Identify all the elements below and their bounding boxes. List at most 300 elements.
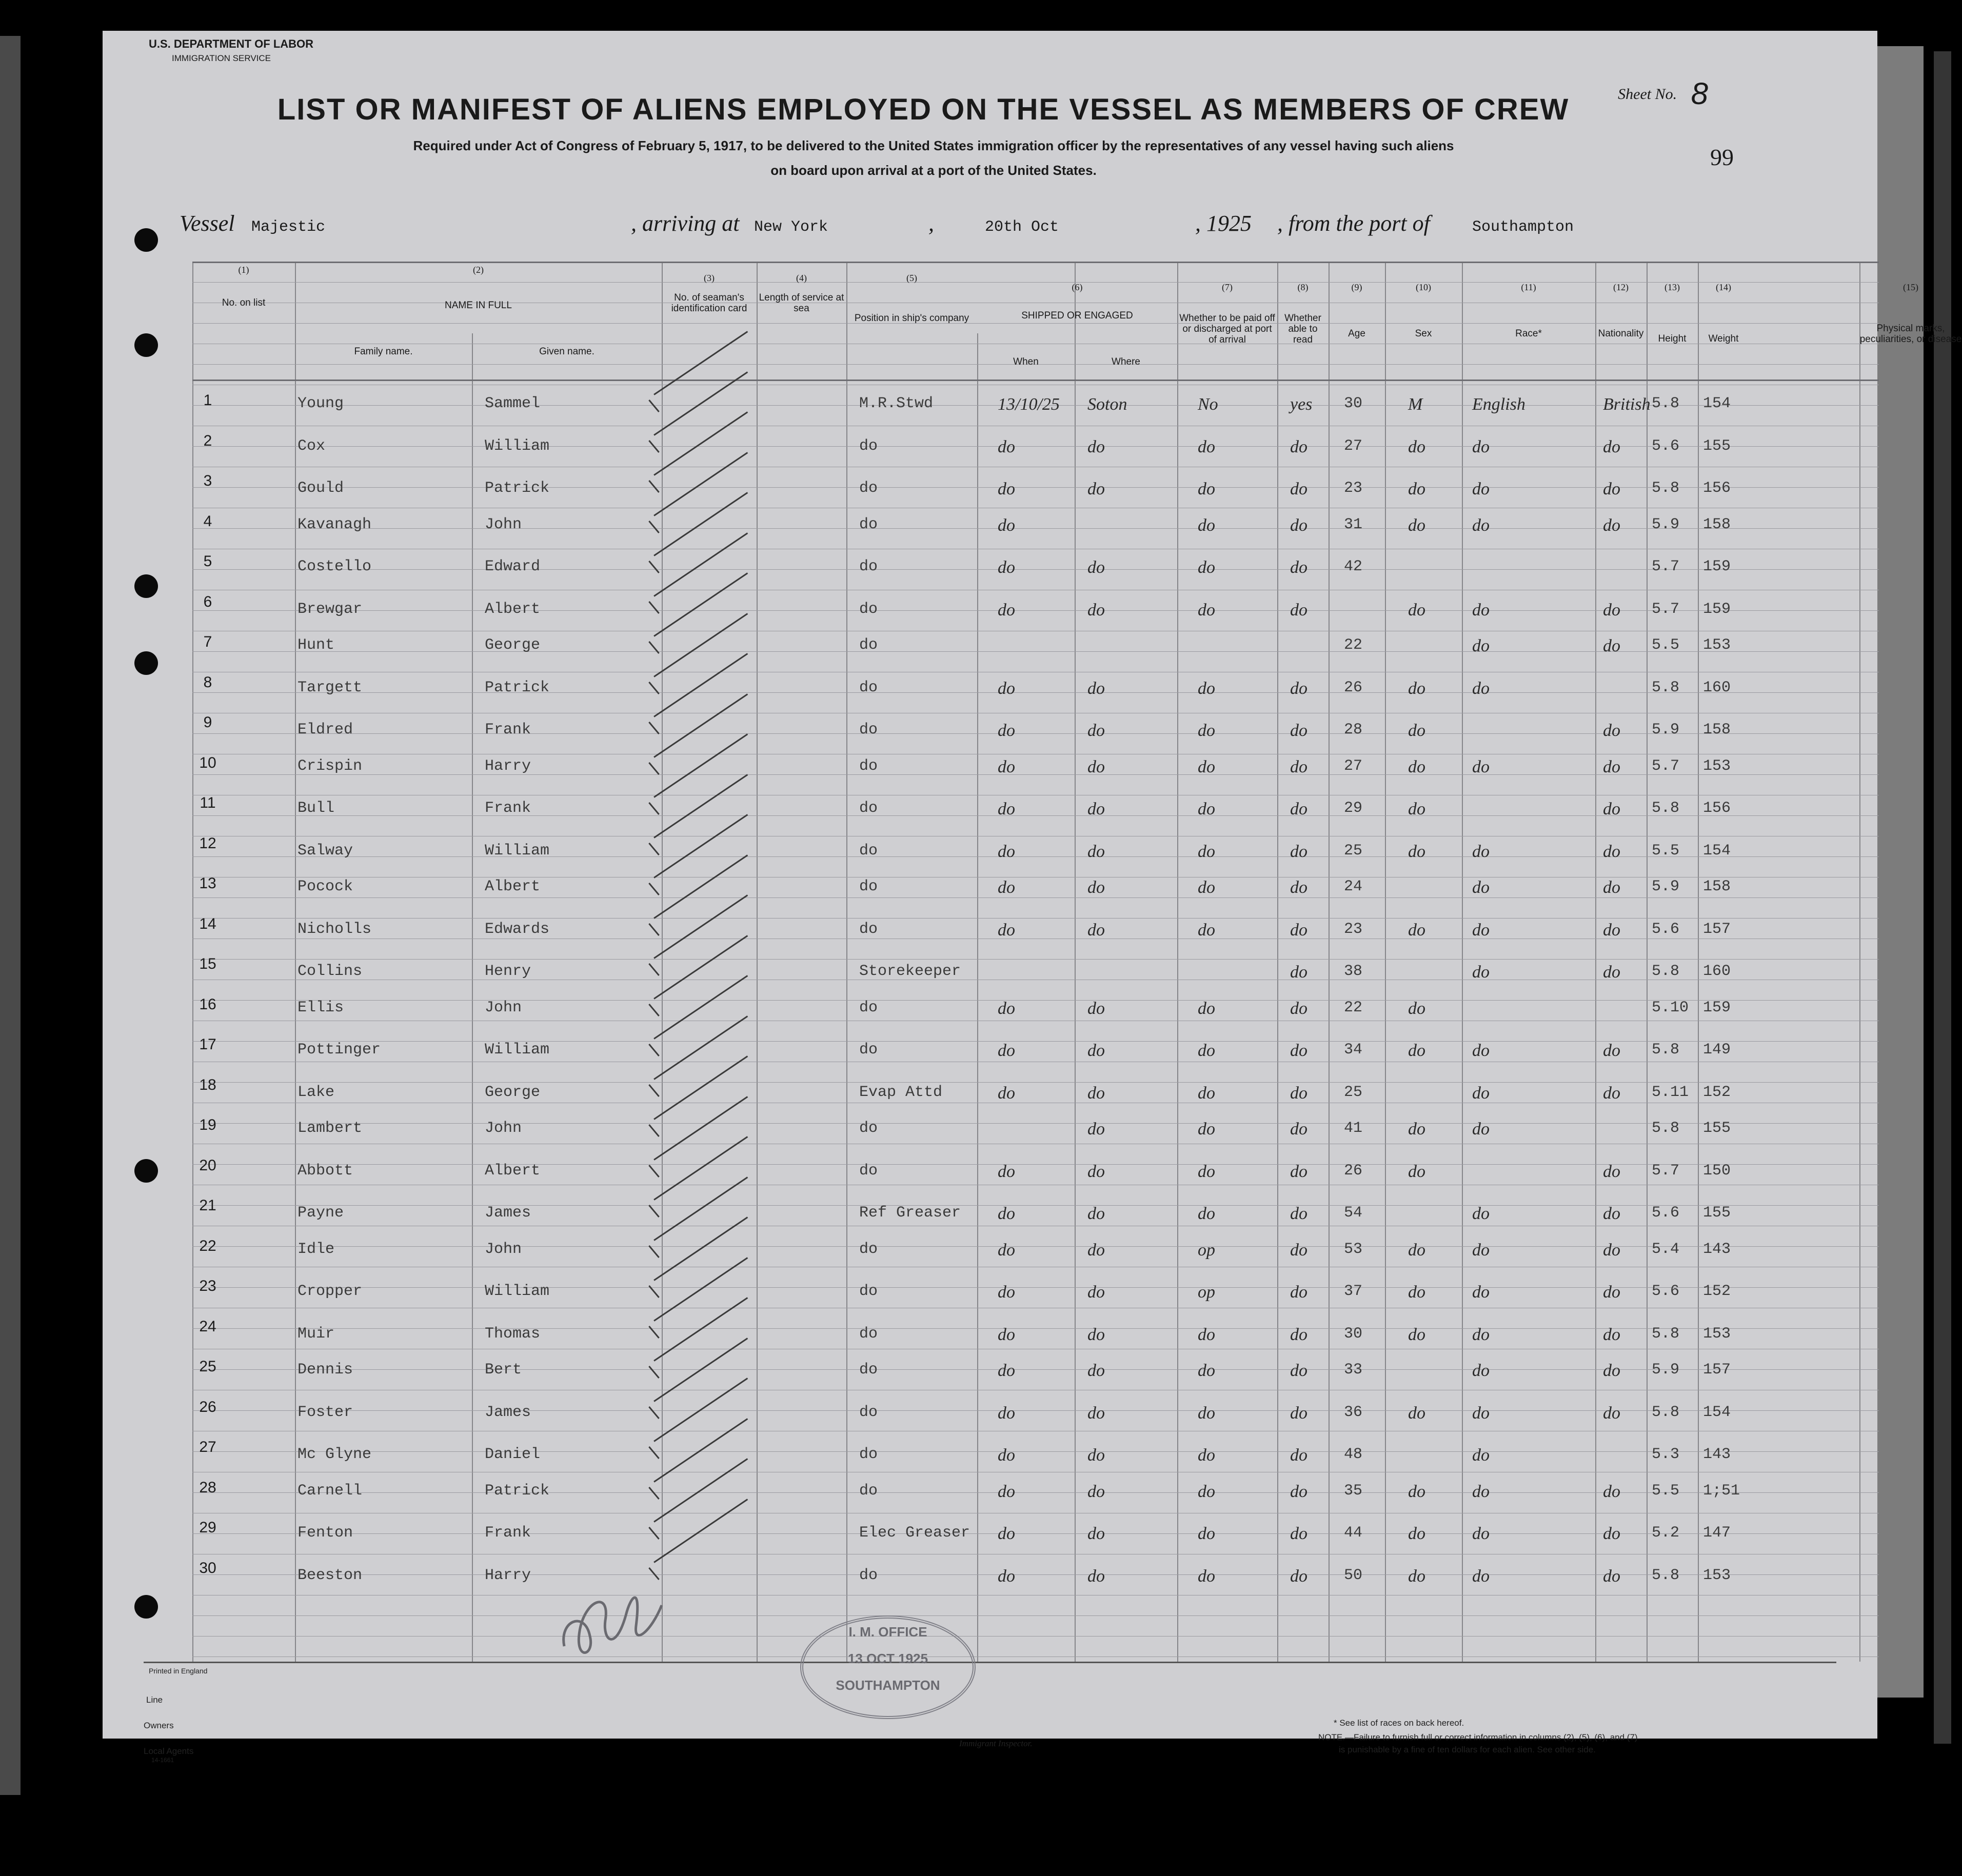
cell-weight: 158	[1703, 515, 1731, 533]
cell-no: 20	[199, 1156, 216, 1174]
crew-row	[192, 1114, 1879, 1154]
cell-no: 24	[199, 1318, 216, 1335]
cell-weight: 156	[1703, 480, 1731, 497]
cell-given: James	[485, 1204, 531, 1222]
cell-read: do	[1290, 721, 1307, 740]
cell-weight: 154	[1703, 1403, 1731, 1421]
cell-given: William	[485, 437, 550, 455]
cell-position: do	[859, 558, 878, 575]
cell-position: do	[859, 721, 878, 739]
cell-sex: do	[1408, 721, 1425, 740]
cell-no: 12	[199, 834, 216, 852]
cell-given: Harry	[485, 1566, 531, 1584]
cell-no: 13	[199, 875, 216, 892]
cell-read: do	[1290, 1283, 1307, 1302]
cell-age: 30	[1344, 1325, 1363, 1343]
cell-paid: do	[1198, 878, 1215, 897]
cell-weight: 155	[1703, 437, 1731, 455]
cell-where: do	[1087, 1240, 1105, 1260]
cell-height: 5.6	[1652, 1204, 1680, 1222]
cell-race: do	[1472, 1240, 1490, 1260]
crew-row	[192, 672, 1879, 712]
cell-nationality: do	[1603, 1361, 1620, 1380]
cell-family: Costello	[298, 558, 372, 575]
tick-mark	[648, 1004, 660, 1016]
tick-mark	[648, 1487, 660, 1500]
cell-race: do	[1472, 1524, 1490, 1543]
column-header-c10: (10)	[1416, 282, 1431, 292]
cell-age: 30	[1344, 395, 1363, 412]
cell-family: Mc Glyne	[298, 1446, 372, 1463]
cell-position: do	[859, 1240, 878, 1258]
cell-where: do	[1087, 1566, 1105, 1586]
cell-given: John	[485, 515, 522, 533]
cell-family: Pocock	[298, 878, 353, 895]
cell-age: 22	[1344, 636, 1363, 654]
cell-weight: 147	[1703, 1524, 1731, 1542]
cell-when: do	[998, 480, 1015, 498]
cell-family: Kavanagh	[298, 515, 372, 533]
agents-label: Local Agents	[144, 1746, 194, 1756]
cell-weight: 159	[1703, 558, 1731, 575]
crew-row	[192, 470, 1879, 510]
cell-sex: M	[1408, 395, 1423, 414]
cell-position: Elec Greaser	[859, 1524, 970, 1542]
cell-race: do	[1472, 600, 1490, 620]
cell-where: do	[1087, 1361, 1105, 1380]
cell-when: do	[998, 1446, 1015, 1465]
cell-family: Eldred	[298, 721, 353, 739]
column-header-c6: (6)	[1072, 282, 1083, 292]
cell-age: 31	[1344, 515, 1363, 533]
cell-paid: do	[1198, 600, 1215, 620]
cell-where: do	[1087, 1446, 1105, 1465]
cell-sex: do	[1408, 1162, 1425, 1181]
cell-position: Storekeeper	[859, 963, 961, 980]
cell-height: 5.2	[1652, 1524, 1680, 1542]
cell-position: Ref Greaser	[859, 1204, 961, 1222]
inspector-label: Immigrant Inspector.	[959, 1739, 1033, 1748]
cell-paid: do	[1198, 1482, 1215, 1501]
cell-given: Frank	[485, 721, 531, 739]
cell-where: do	[1087, 1283, 1105, 1302]
stamp-city: SOUTHAMPTON	[836, 1678, 940, 1693]
cell-nationality: do	[1603, 600, 1620, 620]
document-subtitle	[308, 133, 1559, 183]
cell-age: 23	[1344, 920, 1363, 938]
department-header	[149, 37, 313, 66]
cell-no: 9	[203, 714, 212, 731]
binding-hole	[134, 651, 158, 675]
cell-position: do	[859, 1361, 878, 1379]
cell-paid: do	[1198, 1403, 1215, 1423]
cell-read: do	[1290, 1162, 1307, 1181]
column-header-race: Race*	[1515, 328, 1542, 339]
tick-mark	[648, 1124, 660, 1137]
cell-given: Frank	[485, 800, 531, 817]
cell-age: 35	[1344, 1482, 1363, 1500]
cell-no: 15	[199, 955, 216, 972]
tick-mark	[648, 521, 660, 533]
crew-row	[192, 712, 1879, 752]
cell-no: 1	[203, 392, 212, 409]
cell-height: 5.7	[1652, 600, 1680, 618]
cell-age: 22	[1344, 999, 1363, 1016]
cell-no: 26	[199, 1398, 216, 1415]
cell-given: William	[485, 1041, 550, 1059]
tick-mark	[648, 641, 660, 654]
cell-position: do	[859, 1162, 878, 1180]
column-header-paid-off: Whether to be paid off or discharged at port of arrival	[1179, 313, 1275, 345]
tick-mark	[648, 1084, 660, 1097]
tick-mark	[648, 601, 660, 614]
cell-given: Patrick	[485, 678, 550, 696]
cell-paid: do	[1198, 1162, 1215, 1181]
cell-height: 5.8	[1652, 1566, 1680, 1584]
cell-when: do	[998, 1041, 1015, 1060]
cell-given: John	[485, 1240, 522, 1258]
crew-row	[192, 430, 1879, 470]
cell-paid: do	[1198, 842, 1215, 861]
column-header-length-service: Length of service at sea	[759, 292, 844, 314]
cell-race: do	[1472, 515, 1490, 535]
cell-sex: do	[1408, 1482, 1425, 1501]
cell-sex: do	[1408, 1240, 1425, 1260]
cell-no: 18	[199, 1076, 216, 1093]
cell-read: do	[1290, 920, 1307, 940]
column-header-c4: (4)	[796, 273, 807, 283]
cell-age: 27	[1344, 437, 1363, 455]
cell-position: do	[859, 999, 878, 1016]
cell-where: do	[1087, 1083, 1105, 1103]
cell-paid: do	[1198, 437, 1215, 456]
cell-weight: 150	[1703, 1162, 1731, 1180]
cell-family: Carnell	[298, 1482, 363, 1500]
cell-weight: 152	[1703, 1083, 1731, 1101]
crew-row	[192, 792, 1879, 832]
tick-mark	[648, 400, 660, 412]
cell-age: 27	[1344, 757, 1363, 775]
cell-given: George	[485, 636, 541, 654]
cell-position: do	[859, 636, 878, 654]
crew-row	[192, 591, 1879, 631]
cell-no: 8	[203, 673, 212, 691]
binding-hole	[134, 1159, 158, 1183]
cell-read: do	[1290, 1566, 1307, 1586]
cell-family: Muir	[298, 1325, 335, 1343]
cell-height: 5.6	[1652, 920, 1680, 938]
tick-mark	[648, 762, 660, 775]
cell-weight: 143	[1703, 1446, 1731, 1463]
cell-height: 5.6	[1652, 437, 1680, 455]
cell-where: do	[1087, 999, 1105, 1018]
cell-race: do	[1472, 1566, 1490, 1586]
cell-age: 28	[1344, 721, 1363, 739]
cell-position: do	[859, 1041, 878, 1059]
cell-height: 5.5	[1652, 636, 1680, 654]
cell-when: do	[998, 558, 1015, 577]
cell-nationality: British	[1603, 395, 1651, 414]
cell-where: do	[1087, 1120, 1105, 1139]
cell-nationality: do	[1603, 1482, 1620, 1501]
tick-mark	[648, 722, 660, 734]
stamp-date: 13 OCT 1925	[847, 1651, 928, 1666]
cell-age: 23	[1344, 480, 1363, 497]
cell-position: M.R.Stwd	[859, 395, 934, 412]
cell-nationality: do	[1603, 1204, 1620, 1223]
cell-nationality: do	[1603, 1162, 1620, 1181]
vessel-label: Vessel	[180, 211, 235, 236]
cell-paid: op	[1198, 1240, 1215, 1260]
cell-family: Beeston	[298, 1566, 363, 1584]
cell-sex: do	[1408, 480, 1425, 498]
cell-position: do	[859, 480, 878, 497]
cell-read: do	[1290, 800, 1307, 819]
cell-read: do	[1290, 999, 1307, 1018]
cell-height: 5.5	[1652, 1482, 1680, 1500]
cell-family: Foster	[298, 1403, 353, 1421]
tick-mark	[648, 1406, 660, 1419]
cell-given: James	[485, 1403, 531, 1421]
cell-no: 3	[203, 472, 212, 489]
cell-age: 36	[1344, 1403, 1363, 1421]
crew-row	[192, 1155, 1879, 1195]
cell-age: 33	[1344, 1361, 1363, 1379]
cell-age: 53	[1344, 1240, 1363, 1258]
cell-height: 5.7	[1652, 757, 1680, 775]
column-header-c15: (15)	[1903, 282, 1918, 292]
cell-no: 21	[199, 1197, 216, 1214]
crew-row	[192, 833, 1879, 873]
cell-no: 22	[199, 1237, 216, 1254]
cell-race: do	[1472, 636, 1490, 655]
column-header-sex: Sex	[1415, 328, 1432, 339]
page-number: 99	[1710, 144, 1734, 170]
cell-position: do	[859, 1325, 878, 1343]
column-header-family-name: Family name.	[354, 346, 413, 357]
column-header-position: Position in ship's company	[854, 313, 969, 324]
cell-where: do	[1087, 878, 1105, 897]
cell-when: do	[998, 515, 1015, 535]
cell-when: do	[998, 600, 1015, 620]
cell-height: 5.4	[1652, 1240, 1680, 1258]
cell-read: do	[1290, 558, 1307, 577]
cell-weight: 153	[1703, 1566, 1731, 1584]
cell-sex: do	[1408, 842, 1425, 861]
crew-row	[192, 551, 1879, 591]
column-header-weight: Weight	[1708, 333, 1739, 344]
crew-row	[192, 1195, 1879, 1235]
tick-mark	[648, 1165, 660, 1178]
cell-age: 25	[1344, 1083, 1363, 1101]
cell-family: Collins	[298, 963, 363, 980]
cell-weight: 149	[1703, 1041, 1731, 1059]
tick-mark	[648, 1446, 660, 1459]
crew-row	[192, 1436, 1879, 1476]
cell-given: Edward	[485, 558, 541, 575]
cell-where: Soton	[1087, 395, 1127, 414]
cell-read: do	[1290, 1204, 1307, 1223]
cell-no: 27	[199, 1439, 216, 1455]
column-header-c11: (11)	[1521, 282, 1536, 292]
cell-given: Patrick	[485, 1482, 550, 1500]
cell-when: do	[998, 1482, 1015, 1501]
cell-nationality: do	[1603, 757, 1620, 776]
cell-read: do	[1290, 1083, 1307, 1103]
cell-race: do	[1472, 1446, 1490, 1465]
cell-where: do	[1087, 842, 1105, 861]
column-header-where: Where	[1112, 356, 1140, 367]
cell-paid: do	[1198, 558, 1215, 577]
cell-family: Cox	[298, 437, 326, 455]
cell-weight: 157	[1703, 920, 1731, 938]
cell-family: Cropper	[298, 1283, 363, 1300]
cell-paid: No	[1198, 395, 1218, 414]
cell-where: do	[1087, 480, 1105, 498]
cell-read: do	[1290, 1041, 1307, 1060]
cell-nationality: do	[1603, 1240, 1620, 1260]
tick-mark	[648, 440, 660, 453]
column-header-c13: (13)	[1664, 282, 1680, 292]
cell-family: Lambert	[298, 1120, 363, 1137]
cell-given: Henry	[485, 963, 531, 980]
cell-race: do	[1472, 1120, 1490, 1139]
cell-age: 50	[1344, 1566, 1363, 1584]
cell-when: do	[998, 1566, 1015, 1586]
cell-where: do	[1087, 1403, 1105, 1423]
cell-weight: 159	[1703, 600, 1731, 618]
cell-race: do	[1472, 1283, 1490, 1302]
footer-divider	[144, 1662, 1836, 1663]
cell-when: do	[998, 1325, 1015, 1344]
cell-height: 5.6	[1652, 1283, 1680, 1300]
cell-family: Pottinger	[298, 1041, 381, 1059]
cell-where: do	[1087, 721, 1105, 740]
cell-where: do	[1087, 1524, 1105, 1543]
column-header-c12: (12)	[1613, 282, 1629, 292]
cell-when: do	[998, 1162, 1015, 1181]
cell-weight: 155	[1703, 1120, 1731, 1137]
cell-given: George	[485, 1083, 541, 1101]
cell-weight: 153	[1703, 757, 1731, 775]
column-header-c1: (1)	[238, 265, 249, 275]
cell-weight: 156	[1703, 800, 1731, 817]
cell-sex: do	[1408, 600, 1425, 620]
cell-sex: do	[1408, 1041, 1425, 1060]
cell-given: John	[485, 999, 522, 1016]
cell-given: Edwards	[485, 920, 550, 938]
cell-read: do	[1290, 842, 1307, 861]
cell-race: do	[1472, 1204, 1490, 1223]
cell-height: 5.9	[1652, 721, 1680, 739]
crew-row	[192, 1356, 1879, 1396]
owners-label: Owners	[144, 1721, 174, 1730]
cell-read: do	[1290, 678, 1307, 698]
cell-where: do	[1087, 757, 1105, 776]
cell-given: Bert	[485, 1361, 522, 1379]
cell-weight: 159	[1703, 999, 1731, 1016]
column-header-c3: (3)	[704, 273, 715, 283]
cell-position: do	[859, 842, 878, 860]
cell-paid: do	[1198, 1361, 1215, 1380]
cell-height: 5.8	[1652, 1120, 1680, 1137]
column-header-c14: (14)	[1716, 282, 1731, 292]
service-name: IMMIGRATION SERVICE	[172, 53, 271, 63]
cell-height: 5.8	[1652, 395, 1680, 412]
crew-row	[192, 1316, 1879, 1356]
cell-age: 25	[1344, 842, 1363, 860]
cell-no: 29	[199, 1519, 216, 1536]
cell-read: do	[1290, 600, 1307, 620]
column-header-height: Height	[1658, 333, 1687, 344]
column-header-id-card: No. of seaman's identification card	[671, 292, 747, 314]
cell-read: do	[1290, 1446, 1307, 1465]
cell-age: 26	[1344, 1162, 1363, 1180]
cell-when: do	[998, 1403, 1015, 1423]
cell-nationality: do	[1603, 963, 1620, 982]
crew-row	[192, 1558, 1879, 1598]
cell-given: John	[485, 1120, 522, 1137]
cell-nationality: do	[1603, 1325, 1620, 1344]
cell-when: do	[998, 800, 1015, 819]
cell-family: Lake	[298, 1083, 335, 1101]
tick-mark	[648, 883, 660, 895]
cell-age: 24	[1344, 878, 1363, 895]
adjacent-page-left	[0, 36, 21, 1795]
cell-age: 26	[1344, 678, 1363, 696]
cell-paid: do	[1198, 999, 1215, 1018]
tick-mark	[648, 963, 660, 976]
column-header-shipped: SHIPPED OR ENGAGED	[1021, 310, 1133, 321]
tick-mark	[648, 682, 660, 694]
cell-position: do	[859, 920, 878, 938]
header-bottom-rule	[192, 380, 1879, 381]
cell-height: 5.8	[1652, 963, 1680, 980]
crew-row	[192, 511, 1879, 551]
line-label: Line	[146, 1695, 163, 1705]
cell-paid: do	[1198, 721, 1215, 740]
vessel-name: Majestic	[251, 218, 326, 236]
cell-race: English	[1472, 395, 1525, 414]
crew-row	[192, 913, 1879, 953]
cell-nationality: do	[1603, 1283, 1620, 1302]
vessel-line: Vessel Majestic , arriving at New York , 20th Oct , 1925 , from the port of Southampton	[180, 211, 1574, 236]
cell-read: do	[1290, 1403, 1307, 1423]
cell-paid: do	[1198, 1120, 1215, 1139]
stamp-office: I. M. OFFICE	[848, 1624, 927, 1640]
form-number: 14-1661	[151, 1757, 174, 1764]
cell-no: 5	[203, 553, 212, 570]
cell-nationality: do	[1603, 721, 1620, 740]
cell-sex: do	[1408, 1120, 1425, 1139]
cell-age: 48	[1344, 1446, 1363, 1463]
cell-family: Hunt	[298, 636, 335, 654]
cell-height: 5.9	[1652, 1361, 1680, 1379]
document-title: LIST OR MANIFEST OF ALIENS EMPLOYED ON THE VESSEL AS MEMBERS OF CREW	[277, 93, 1570, 126]
cell-when: do	[998, 1361, 1015, 1380]
cell-weight: 154	[1703, 395, 1731, 412]
cell-paid: do	[1198, 678, 1215, 698]
cell-when: do	[998, 437, 1015, 456]
tick-mark	[648, 1245, 660, 1258]
cell-nationality: do	[1603, 842, 1620, 861]
arrival-date: 20th Oct	[985, 218, 1059, 236]
cell-given: Albert	[485, 600, 541, 618]
cell-position: do	[859, 437, 878, 455]
cell-sex: do	[1408, 1403, 1425, 1423]
cell-family: Payne	[298, 1204, 344, 1222]
cell-race: do	[1472, 678, 1490, 698]
